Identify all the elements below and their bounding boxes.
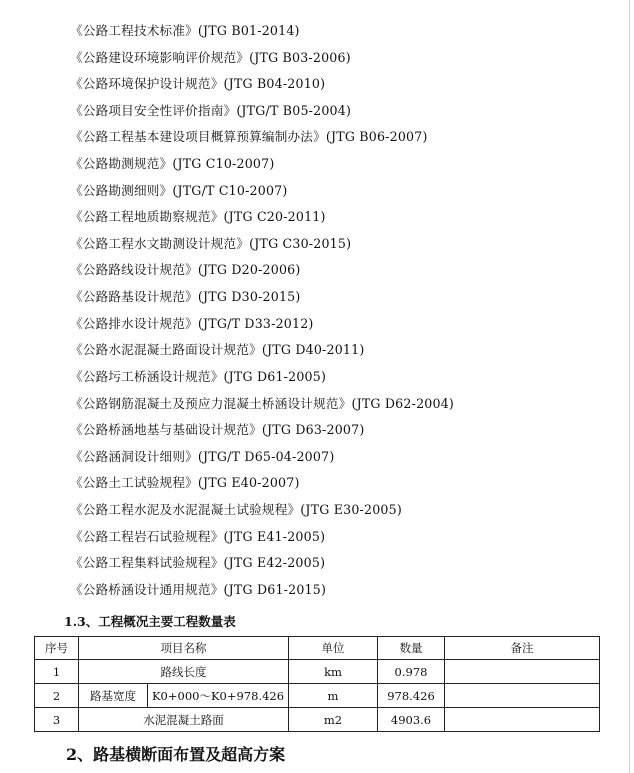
reference-item: 《公路勘测规范》(JTG C10-2007) bbox=[70, 156, 275, 172]
table-row bbox=[35, 684, 600, 708]
cell-qty: 4903.6 bbox=[378, 708, 445, 732]
reference-item: 《公路项目安全性评价指南》(JTG/T B05-2004) bbox=[70, 102, 352, 118]
reference-item: 《公路勘测细则》(JTG/T C10-2007) bbox=[70, 182, 288, 198]
reference-item: 《公路工程水文勘测设计规范》(JTG C30-2015) bbox=[70, 235, 352, 251]
reference-item: 《公路工程技术标准》(JTG B01-2014) bbox=[70, 23, 300, 38]
table-header-row bbox=[35, 637, 600, 660]
cell-name: 路线长度 bbox=[79, 660, 289, 684]
header-remark: 备注 bbox=[445, 637, 600, 660]
quantity-table bbox=[34, 636, 600, 732]
cell-qty: 0.978 bbox=[378, 660, 445, 684]
reference-item: 《公路工程水泥及水泥混凝土试验规程》(JTG E30-2005) bbox=[70, 501, 402, 517]
reference-item: 《公路钢筋混凝土及预应力混凝土桥涵设计规范》(JTG D62-2004) bbox=[70, 395, 455, 411]
reference-item: 《公路路线设计规范》(JTG D20-2006) bbox=[70, 262, 301, 278]
reference-item: 《公路工程岩石试验规程》(JTG E41-2005) bbox=[70, 528, 326, 544]
header-name: 项目名称 bbox=[79, 637, 289, 660]
cell-name: 路基宽度 bbox=[79, 684, 148, 708]
cell-remark bbox=[445, 708, 600, 732]
cell-qty: 978.426 bbox=[378, 684, 445, 708]
reference-item: 《公路涵洞设计细则》(JTG/T D65-04-2007) bbox=[70, 448, 335, 464]
header-qty: 数量 bbox=[378, 637, 445, 660]
section-title: 1.3、工程概况主要工程数量表 bbox=[64, 614, 236, 629]
cell-unit: km bbox=[289, 660, 378, 684]
header-unit: 单位 bbox=[289, 637, 378, 660]
header-seq: 序号 bbox=[35, 637, 79, 660]
cell-remark bbox=[445, 660, 600, 684]
table-row bbox=[35, 660, 600, 684]
reference-item: 《公路桥涵设计通用规范》(JTG D61-2015) bbox=[70, 581, 327, 597]
reference-item: 《公路工程地质勘察规范》(JTG C20-2011) bbox=[70, 209, 326, 225]
reference-item: 《公路排水设计规范》(JTG/T D33-2012) bbox=[70, 315, 314, 331]
cell-unit: m bbox=[289, 684, 378, 708]
reference-item: 《公路桥涵地基与基础设计规范》(JTG D63-2007) bbox=[70, 422, 365, 438]
cell-remark bbox=[445, 684, 600, 708]
reference-item: 《公路土工试验规程》(JTG E40-2007) bbox=[70, 475, 300, 491]
cell-unit: m2 bbox=[289, 708, 378, 732]
cell-seq: 3 bbox=[35, 708, 79, 732]
cell-seq: 2 bbox=[35, 684, 79, 708]
reference-standards-list bbox=[70, 18, 454, 603]
reference-item: 《公路工程基本建设项目概算预算编制办法》(JTG B06-2007) bbox=[70, 129, 428, 145]
section-heading: 2、路基横断面布置及超高方案 bbox=[66, 745, 286, 764]
cell-seq: 1 bbox=[35, 660, 79, 684]
reference-item: 《公路圬工桥涵设计规范》(JTG D61-2005) bbox=[70, 368, 327, 384]
reference-item: 《公路工程集料试验规程》(JTG E42-2005) bbox=[70, 555, 326, 571]
table-row bbox=[35, 708, 600, 732]
reference-item: 《公路建设环境影响评价规范》(JTG B03-2006) bbox=[70, 49, 351, 65]
page-edge-line bbox=[629, 0, 630, 773]
cell-range: K0+000～K0+978.426 bbox=[148, 684, 289, 708]
reference-item: 《公路路基设计规范》(JTG D30-2015) bbox=[70, 289, 301, 305]
reference-item: 《公路环境保护设计规范》(JTG B04-2010) bbox=[70, 76, 326, 92]
cell-name: 水泥混凝土路面 bbox=[79, 708, 289, 732]
reference-item: 《公路水泥混凝土路面设计规范》(JTG D40-2011) bbox=[70, 342, 365, 358]
